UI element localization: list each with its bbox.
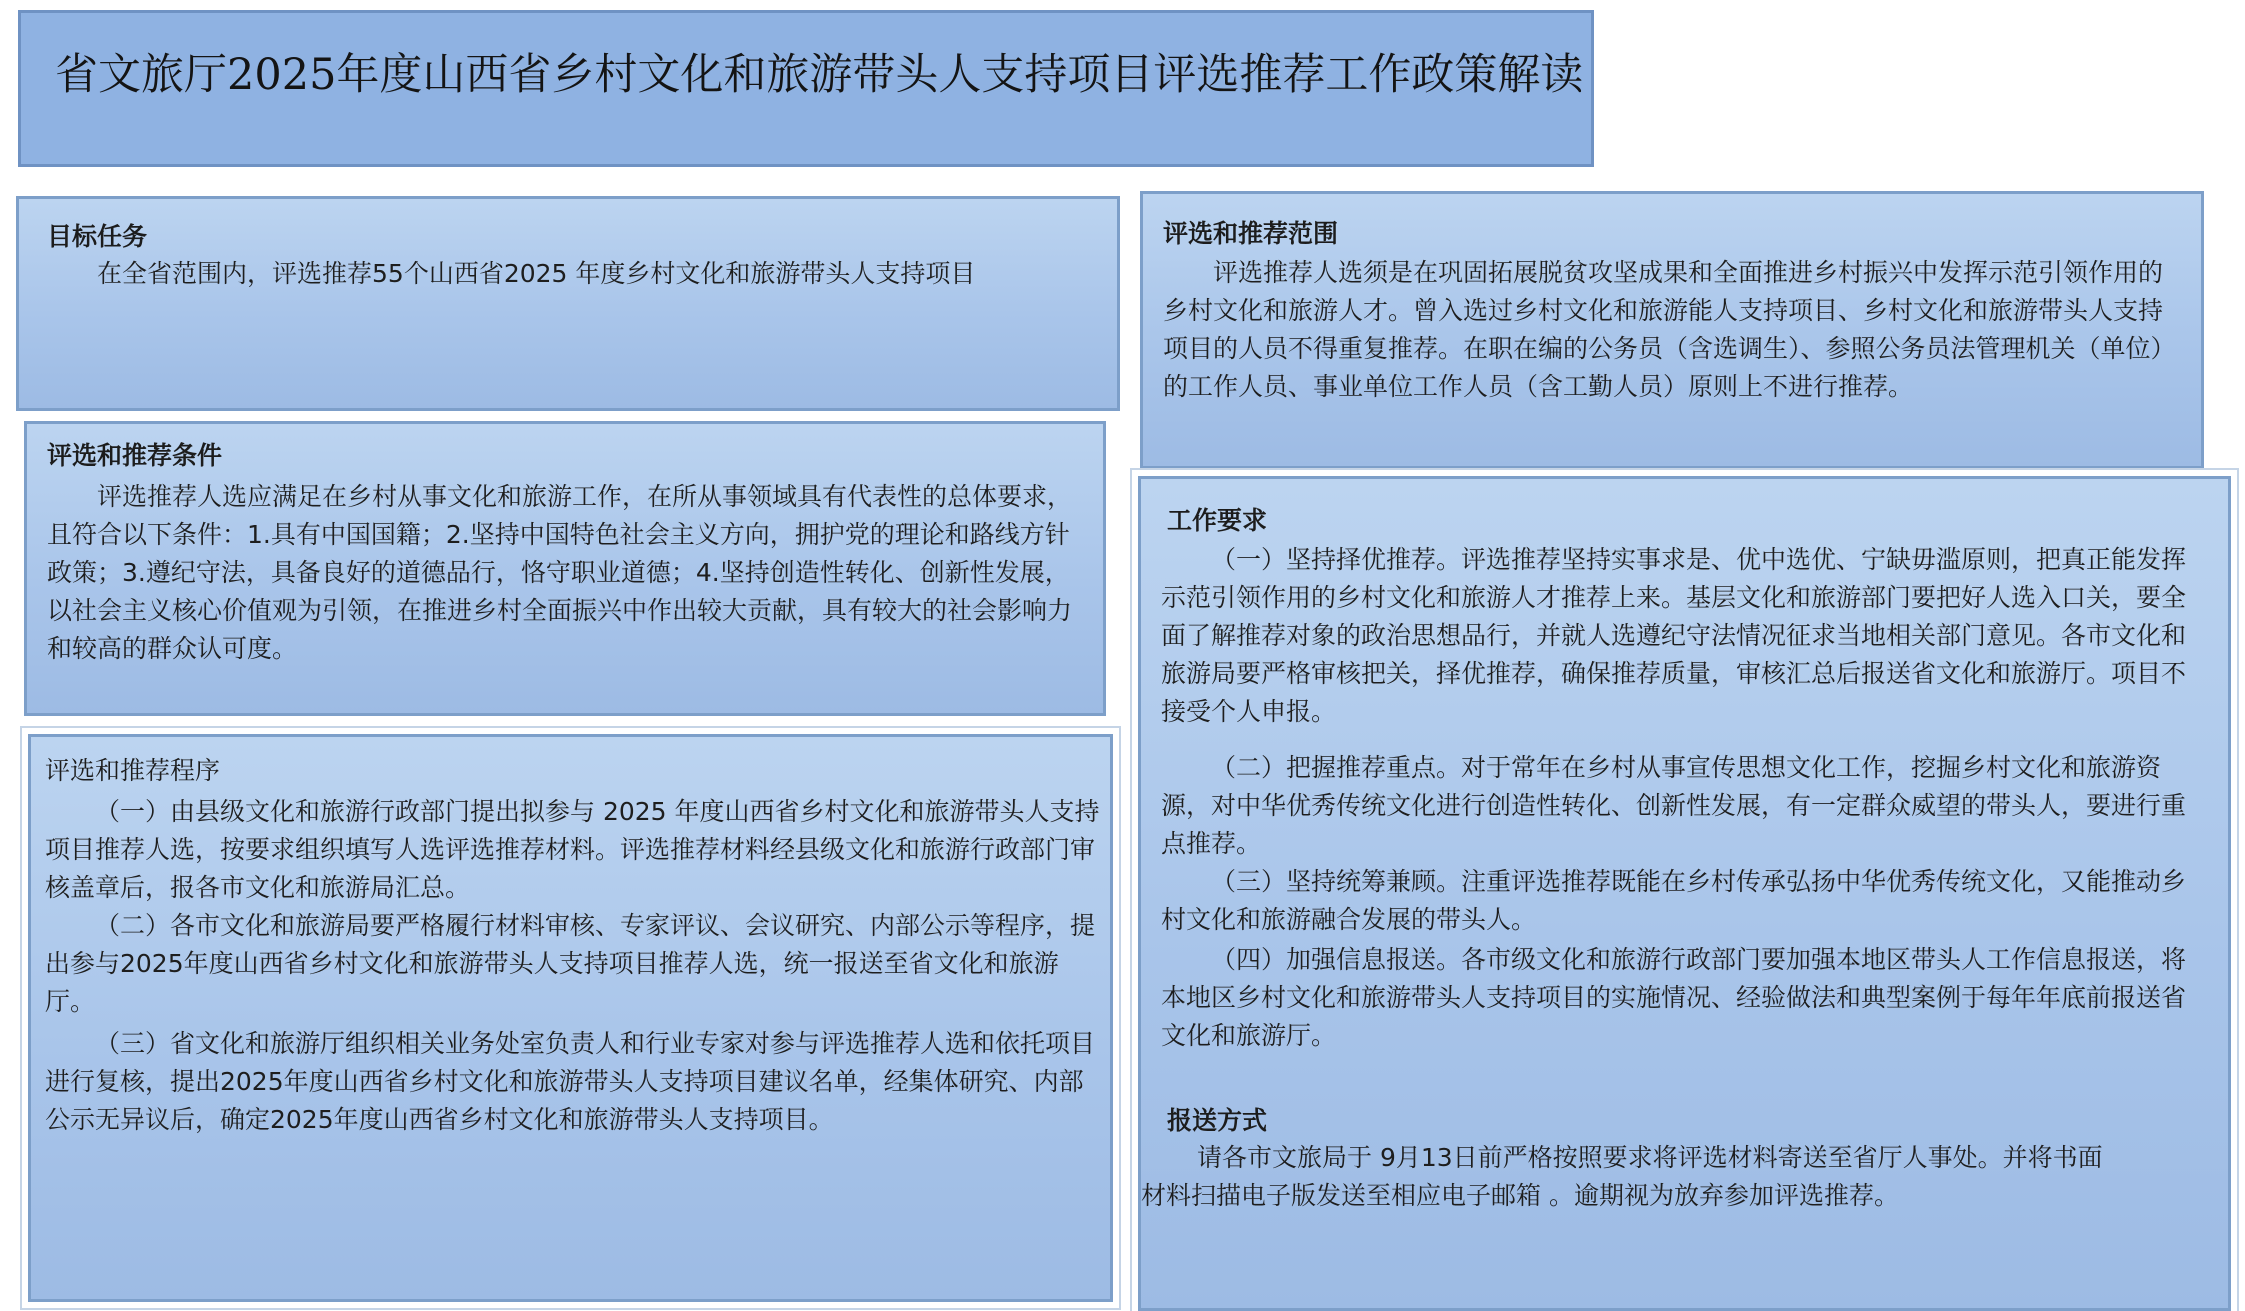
submission-heading: 报送方式 bbox=[1167, 1106, 1268, 1135]
scope-text: 评选推荐人选须是在巩固拓展脱贫攻坚成果和全面推进乡村振兴中发挥示范引领作用的乡村文化和旅游人才。曾入选过乡村文化和旅游能人支持项目、乡村文化和旅游带头人支持项目的人员不得重复推荐。在职在编的公务员（含选调生）、参照公务员法管理机关（单位）的工作人员、事业单位工作人员（含工勤人员）原则上不进行推荐。 bbox=[1163, 258, 2176, 401]
requirements-item-3: （三）坚持统筹兼顾。注重评选推荐既能在乡村传承弘扬中华优秀传统文化，又能推动乡村文化和旅游融合发展的带头人。 bbox=[1161, 867, 2187, 934]
procedure-panel bbox=[28, 734, 1113, 1302]
requirements-panel bbox=[1138, 476, 2231, 1311]
page-title: 省文旅厅2025年度山西省乡村文化和旅游带头人支持项目评选推荐工作政策解读 bbox=[55, 50, 1584, 100]
title-banner bbox=[18, 10, 1594, 167]
procedure-heading: 评选和推荐程序 bbox=[45, 756, 221, 785]
procedure-item-3: （三）省文化和旅游厅组织相关业务处室负责人和行业专家对参与评选推荐人选和依托项目进行复核，提出2025年度山西省乡村文化和旅游带头人支持项目建议名单，经集体研究、内部公示无异议后，确定2025年度山西省乡村文化和旅游带头人支持项目。 bbox=[45, 1029, 1096, 1134]
conditions-panel bbox=[24, 421, 1106, 716]
requirements-item-4: （四）加强信息报送。各市级文化和旅游行政部门要加强本地区带头人工作信息报送，将本地区乡村文化和旅游带头人支持项目的实施情况、经验做法和典型案例于每年年底前报送省文化和旅游厅。 bbox=[1161, 945, 2187, 1050]
scope-panel bbox=[1140, 191, 2204, 469]
requirements-item-2: （二）把握推荐重点。对于常年在乡村从事宣传思想文化工作，挖掘乡村文化和旅游资源，对中华优秀传统文化进行创造性转化、创新性发展，有一定群众威望的带头人，要进行重点推荐。 bbox=[1161, 753, 2187, 858]
conditions-heading: 评选和推荐条件 bbox=[47, 441, 223, 470]
submission-line-2: 材料扫描电子版发送至相应电子邮箱 。逾期视为放弃参加评选推荐。 bbox=[1141, 1181, 1899, 1210]
requirements-item-1: （一）坚持择优推荐。评选推荐坚持实事求是、优中选优、宁缺毋滥原则，把真正能发挥示范引领作用的乡村文化和旅游人才推荐上来。基层文化和旅游部门要把好人选入口关，要全面了解推荐对象的政治思想品行，并就人选遵纪守法情况征求当地相关部门意见。各市文化和旅游局要严格审核把关，择优推荐，确保推荐质量，审核汇总后报送省文化和旅游厅。项目不接受个人申报。 bbox=[1161, 545, 2187, 726]
procedure-item-2: （二）各市文化和旅游局要严格履行材料审核、专家评议、会议研究、内部公示等程序，提出参与2025年度山西省乡村文化和旅游带头人支持项目推荐人选，统一报送至省文化和旅游厅。 bbox=[45, 911, 1096, 1016]
goal-text: 在全省范围内，评选推荐55个山西省2025 年度乡村文化和旅游带头人支持项目 bbox=[97, 259, 976, 288]
procedure-item-1: （一）由县级文化和旅游行政部门提出拟参与 2025 年度山西省乡村文化和旅游带头人支持项目推荐人选，按要求组织填写人选评选推荐材料。评选推荐材料经县级文化和旅游行政部门审核盖章后，报各市文化和旅游局汇总。 bbox=[45, 797, 1100, 902]
requirements-heading: 工作要求 bbox=[1167, 506, 1268, 535]
scope-heading: 评选和推荐范围 bbox=[1163, 219, 1339, 248]
conditions-text: 评选推荐人选应满足在乡村从事文化和旅游工作，在所从事领域具有代表性的总体要求，且符合以下条件：1.具有中国国籍；2.坚持中国特色社会主义方向，拥护党的理论和路线方针政策；3.遵纪守法，具备良好的道德品行，恪守职业道德；4.坚持创造性转化、创新性发展，以社会主义核心价值观为引领，在推进乡村全面振兴中作出较大贡献，具有较大的社会影响力和较高的群众认可度。 bbox=[47, 482, 1073, 663]
goal-panel bbox=[16, 196, 1120, 411]
submission-line-1: 请各市文旅局于 9月13日前严格按照要求将评选材料寄送至省厅人事处。并将书面 bbox=[1197, 1143, 2103, 1172]
goal-heading: 目标任务 bbox=[47, 222, 148, 251]
